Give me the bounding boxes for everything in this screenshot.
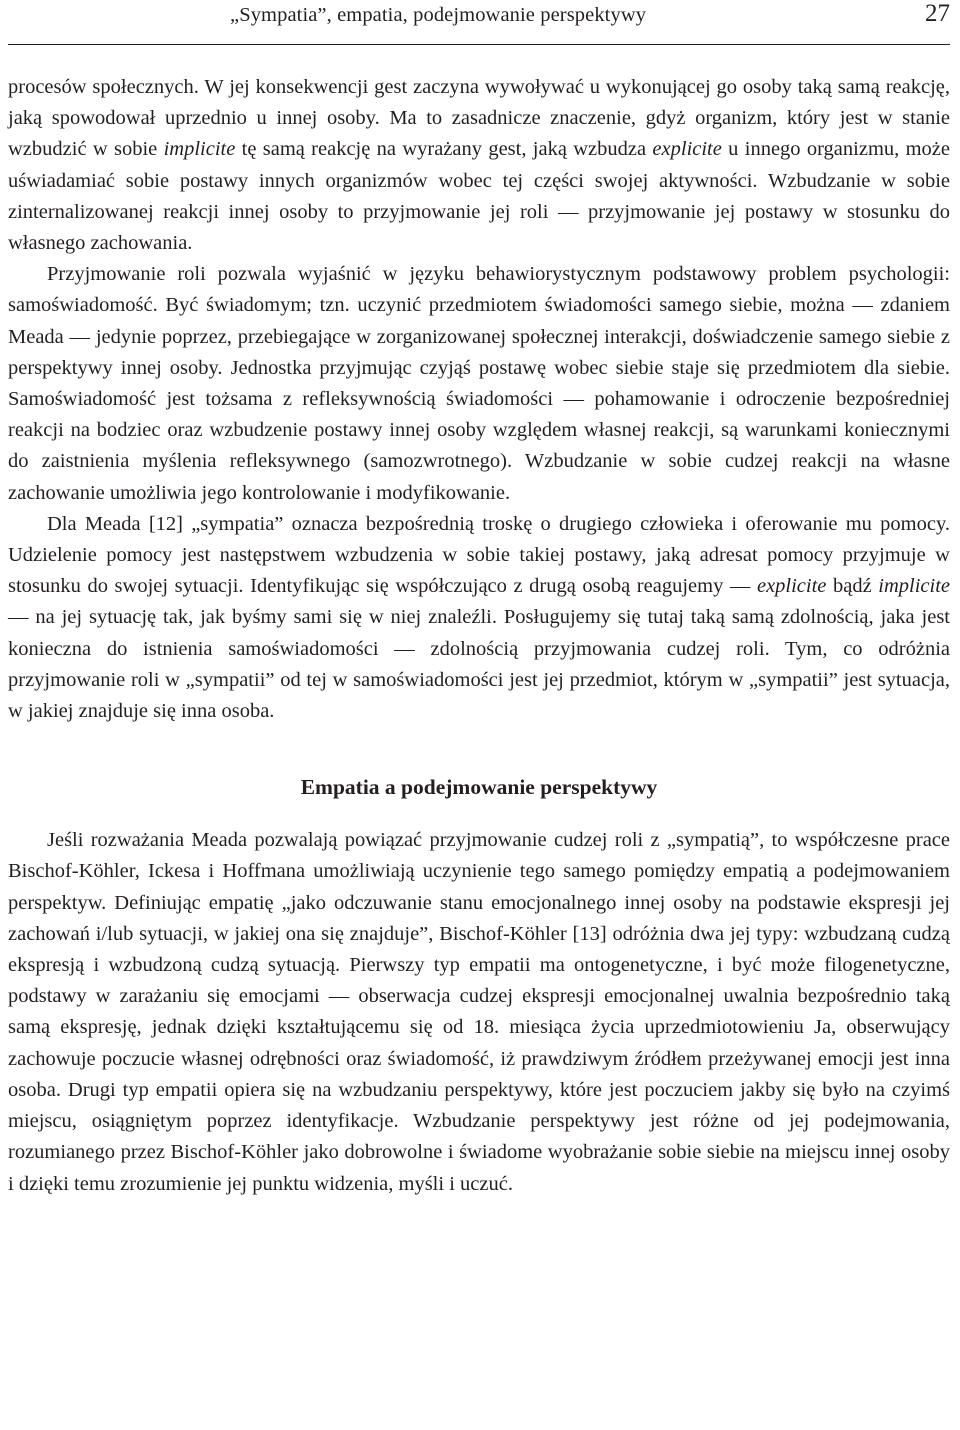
italic-term: implicite (878, 575, 950, 598)
text-run: u innego organizmu, może uświadamiać sobie postawy innych organizmów wobec tej części swojej aktywności. Wzbudzanie w sobie zinternalizowanej reakcji innej osoby to przyjmowanie jej roli — przyjmowanie jej postawy w stosunku do własnego zachowania. (8, 138, 950, 255)
body-text (8, 72, 950, 1200)
text-run: procesów społecznych. W jej konsekwencji gest zaczyna wywoływać u wykonującej go osoby taką samą reakcję, jaką spowodował uprzednio u innej osoby. Ma to zasadnicze znaczenie, gdyż organizm, który jest w stanie wzbudzić w sobie (8, 76, 950, 161)
italic-term: explicite (756, 575, 827, 598)
italic-term: implicite (163, 138, 236, 161)
text-run: Dla Meada [12] „sympatia” oznacza bezpośrednią troskę o drugiego człowieka i oferowanie mu pomocy. Udzielenie pomocy jest następstwem wzbudzenia w sobie takiej postawy, jaką adresat pomocy przyjmuje w stosunku do swojej sytuacji. Identyfikując się współczująco z drugą osobą reagujemy — (8, 512, 950, 598)
paragraph-empathy: Jeśli rozważania Meada pozwalają powiązać przyjmowanie cudzej roli z „sympatią”, to współczesne prace Bischof-Köhler, Ickesa i Hoffmana umożliwiają uczynienie tego samego pomiędzy empatią a podejmowaniem perspektyw. Definiując empatię „jako odczuwanie stanu emocjonalnego innej osoby na podstawie ekspresji jej zachowań i/lub sytuacji, w jakiej ona się znajduje”, Bischof-Köhler [13] odróżnia dwa jej typy: wzbudzaną cudzą ekspresją i wzbudzoną cudzą sytuacją. Pierwszy typ empatii ma ontogenetyczne, i być może filogenetyczne, podstawy w zarażaniu się emocjami — obserwacja cudzej ekspresji emocjonalnej uwalnia bezpośrednio taką samą ekspresję, jednak dzięki kształtującemu się od 18. miesiąca życia uprzedmiotowieniu Ja, obserwujący zachowuje poczucie własnej odrębności oraz świadomość, iż prawdziwym źródłem przeżywanej emocji jest inna osoba. Drugi typ empatii opiera się na wzbudzaniu perspektywy, które jest poczuciem jakby się było na czyimś miejscu, osiągniętym poprzez identyfikacje. Wzbudzanie perspektywy jest różne od jej podejmowania, rozumianego przez Bischof-Köhler jako dobrowolne i świadome wyobrażanie sobie siebie na miejscu innej osoby i dzięki temu zrozumienie jej punktu widzenia, myśli i uczuć. (8, 829, 950, 1195)
paragraph-sympathy (8, 509, 950, 727)
text-run: — na jej sytuację tak, jak byśmy sami się w niej znaleźli. Posługujemy się tutaj taką samą zdolnością, jaka jest konieczna do istnienia samoświadomości — zdolnością przyjmowania cudzej roli. Tym, co odróżnia przyjmowanie roli w „sympatii” od tej w samoświadomości jest jej przedmiot, którym w „sympatii” jest sytuacja, w jakiej znajduje się inna osoba. (8, 606, 950, 723)
section-heading: Empatia a podejmowanie perspektywy (300, 775, 658, 800)
running-header (8, 0, 950, 45)
italic-term: explicite (652, 138, 722, 161)
text-run: bądź (826, 575, 879, 598)
paragraph-continuation (8, 72, 950, 259)
page-number: 27 (925, 0, 950, 27)
text-run: tę samą reakcję na wyrażany gest, jaką wzbudza (235, 138, 653, 161)
book-page (8, 0, 950, 1200)
running-title: „Sympatia”, empatia, podejmowanie perspektywy (230, 4, 647, 26)
paragraph-role-taking: Przyjmowanie roli pozwala wyjaśnić w języku behawiorystycznym podstawowy problem psychologii: samoświadomość. Być świadomym; tzn. uczynić przedmiotem świadomości samego siebie, można — zdaniem Meada — jedynie poprzez, przebiegające w zorganizowanej społecznej interakcji, doświadczenie samego siebie z perspektywy innej osoby. Jednostka przyjmując czyjąś postawę wobec siebie staje się przedmiotem dla siebie. Samoświadomość jest tożsama z refleksywnością świadomości — pohamowanie i odroczenie bezpośredniej reakcji na bodziec oraz wzbudzenie postawy innej osoby względem własnej reakcji, są warunkami koniecznymi do zaistnienia myślenia refleksywnego (samozwrotnego). Wzbudzanie w sobie cudzej reakcji na własne zachowanie umożliwia jego kontrolowanie i modyfikowanie. (8, 263, 950, 504)
